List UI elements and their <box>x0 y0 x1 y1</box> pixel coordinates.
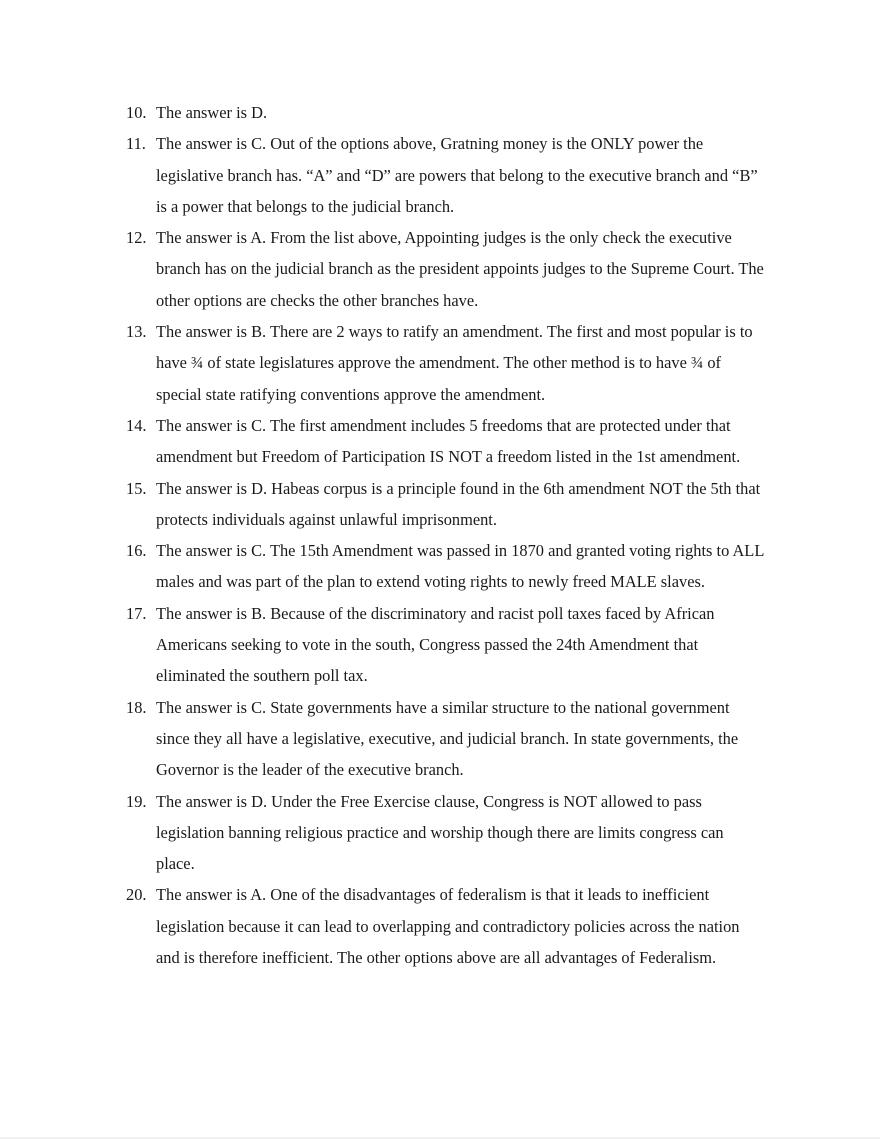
item-text: The answer is A. From the list above, Appointing judges is the only check the executive branch has on the judicial branch as the president appoints judges to the Supreme Court. The other options are checks the other branches have. <box>156 228 764 310</box>
list-item <box>126 316 766 410</box>
list-item <box>126 410 766 473</box>
list-item <box>126 879 766 973</box>
item-number: 17. <box>126 603 147 623</box>
list-item <box>126 598 766 692</box>
item-text: The answer is B. Because of the discriminatory and racist poll taxes faced by African Americans seeking to vote in the south, Congress passed the 24th Amendment that eliminated the southern poll tax. <box>156 603 715 686</box>
item-number: 18. <box>126 697 147 717</box>
item-text: The answer is A. One of the disadvantages of federalism is that it leads to inefficient legislation because it can lead to overlapping and contradictory policies across the nation and is therefore inefficient. The other options above are all advantages of Federalism. <box>156 885 740 968</box>
list-item <box>126 473 766 536</box>
item-text: The answer is D. Under the Free Exercise clause, Congress is NOT allowed to pass legislation banning religious practice and worship though there are limits congress can place. <box>156 791 724 874</box>
list-item <box>126 97 766 128</box>
list-item <box>126 535 766 598</box>
item-number: 19. <box>126 791 147 811</box>
item-text: The answer is B. There are 2 ways to ratify an amendment. The first and most popular is to have ¾ of state legislatures approve the amendment. The other method is to have ¾ of special state ratifying conventions approve the amendment. <box>156 322 753 404</box>
item-text: The answer is D. <box>156 103 268 122</box>
item-text: The answer is C. Out of the options above, Gratning money is the ONLY power the legislative branch has. “A” and “D” are powers that belong to the executive branch and “B” is a power that belongs to the judicial branch. <box>156 134 758 216</box>
list-item <box>126 128 766 222</box>
list-item <box>126 222 766 316</box>
item-number: 14. <box>126 415 147 435</box>
item-text: The answer is C. The first amendment includes 5 freedoms that are protected under that amendment but Freedom of Participation IS NOT a freedom listed in the 1st amendment. <box>156 415 741 467</box>
item-number: 11. <box>126 134 146 154</box>
item-text: The answer is C. The 15th Amendment was passed in 1870 and granted voting rights to ALL males and was part of the plan to extend voting rights to newly freed MALE slaves. <box>156 541 764 592</box>
item-number: 20. <box>126 885 147 905</box>
item-number: 16. <box>126 541 147 561</box>
list-item <box>126 692 766 786</box>
item-number: 12. <box>126 228 147 248</box>
item-number: 15. <box>126 478 147 498</box>
answer-list <box>126 97 766 973</box>
item-number: 13. <box>126 322 147 342</box>
list-item <box>126 786 766 880</box>
item-number: 10. <box>126 103 147 122</box>
item-text: The answer is C. State governments have a similar structure to the national government since they all have a legislative, executive, and judicial branch. In state governments, the Governor is the leader of the executive branch. <box>156 697 739 780</box>
item-text: The answer is D. Habeas corpus is a principle found in the 6th amendment NOT the 5th that protects individuals against unlawful imprisonment. <box>156 478 761 529</box>
